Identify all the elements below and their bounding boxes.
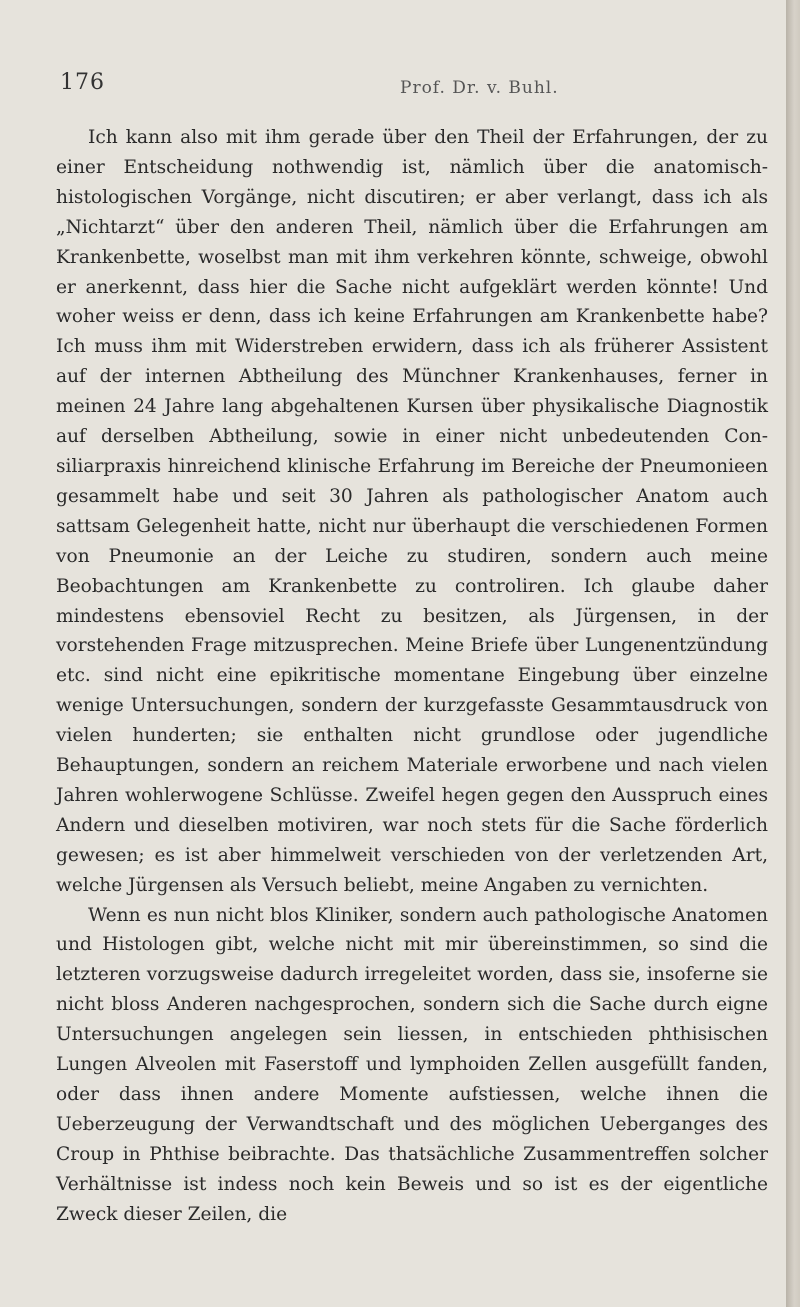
paragraph: Wenn es nun nicht blos Kliniker, sondern auch pathologische Anatomen und Histologen gibt, welche nicht mit mir übereinstimmen, so sind die letzteren vorzugsweise dadurch irregeleitet worden, dass sie, insoferne sie nicht bloss Anderen nachgesprochen, sondern sich die Sache durch eigne Untersuchungen angelegen sein liessen, in entschieden phthisischen Lungen Alveolen mit Faserstoff und lymphoiden Zellen ausgefüllt fanden, oder dass ihnen andere Momente aufstiessen, welche ihnen die Ueberzeugung der Verwandtschaft und des möglichen Ueberganges des Croup in Phthise beibrachte. Das thatsächliche Zusammentreffen solcher Verhältnisse ist indess noch kein Beweis und so ist es der eigentliche Zweck dieser Zeilen, die [56, 904, 768, 1225]
page-header [60, 70, 750, 110]
body-text [56, 123, 768, 1230]
paragraph: Ich kann also mit ihm gerade über den Theil der Erfahrungen, der zu einer Entscheidung nothwendig ist, nämlich über die anatomisch-histologischen Vorgänge, nicht discutiren; er aber verlangt, dass ich als „Nichtarzt“ über den anderen Theil, nämlich über die Erfahrungen am Krankenbette, woselbst man mit ihm verkehren könnte, schweige, obwohl er anerkennt, dass hier die Sache nicht aufgeklärt werden könnte! Und woher weiss er denn, dass ich keine Erfahrungen am Krankenbette habe? Ich muss ihm mit Widerstreben erwidern, dass ich als früherer Assistent auf der internen Abtheilung des Münchner Krankenhauses, ferner in meinen 24 Jahre lang abgehaltenen Kursen über physikalische Diagnostik auf derselben Abtheilung, sowie in einer nicht unbedeutenden Consiliarpraxis hinreichend klinische Erfahrung im Bereiche der Pneumonieen gesammelt habe und seit 30 Jahren als pathologischer Anatom auch sattsam Gelegenheit hatte, nicht nur überhaupt die verschiedenen Formen von Pneumonie an der Leiche zu studiren, sondern auch meine Beobachtungen am Krankenbette zu controliren. Ich glaube daher mindestens ebensoviel Recht zu besitzen, als Jürgensen, in der vorstehenden Frage mitzusprechen. Meine Briefe über Lungenentzündung etc. sind nicht eine epikritische momentane Eingebung über einzelne wenige Untersuchungen, sondern der kurzgefasste Gesammtausdruck von vielen hunderten; sie enthalten nicht grundlose oder jugendliche Behauptungen, sondern an reichem Materiale erworbene und nach vielen Jahren wohlerwogene Schlüsse. Zweifel hegen gegen den Ausspruch eines Andern und dieselben motiviren, war noch stets für die Sache förderlich gewesen; es ist aber himmelweit verschieden von der verletzenden Art, welche Jürgensen als Versuch beliebt, meine Angaben zu vernichten. [56, 127, 768, 896]
page-edge [786, 0, 800, 1307]
running-head: Prof. Dr. v. Buhl. [400, 78, 559, 98]
page-number: 176 [60, 70, 105, 95]
